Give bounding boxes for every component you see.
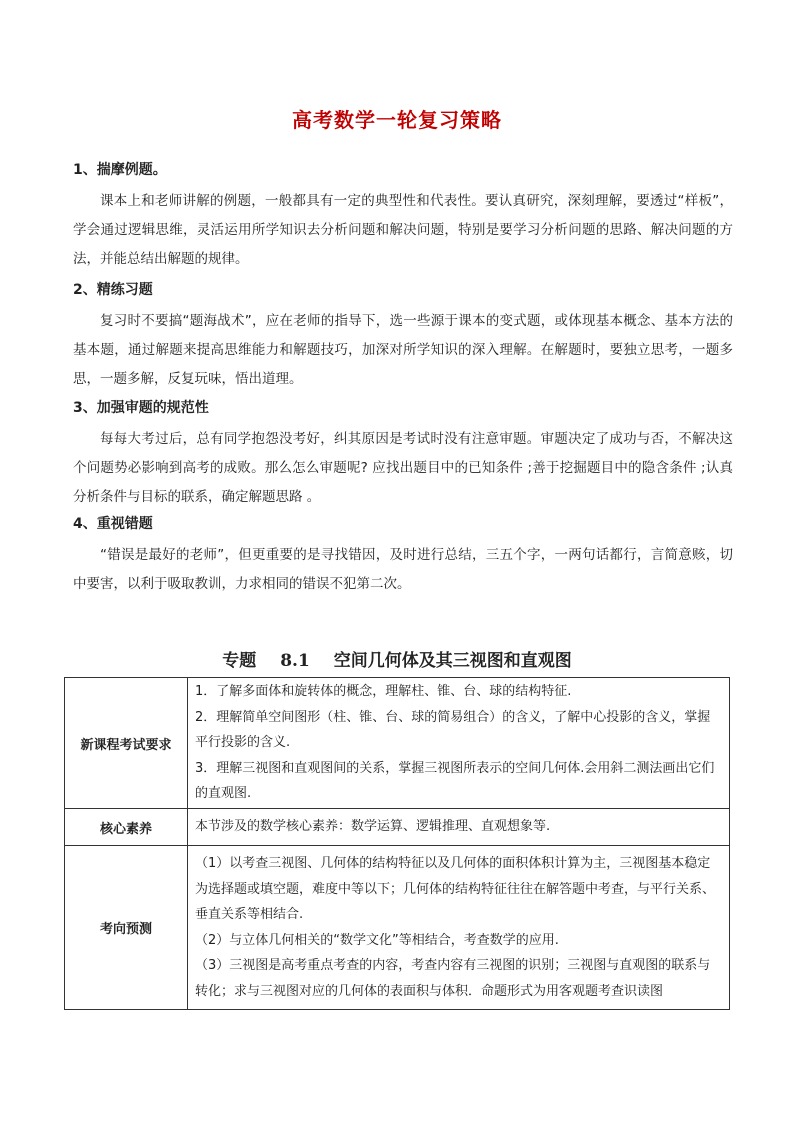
list-item: 1．了解多面体和旋转体的概念，理解柱、锥、台、球的结构特征. [195, 684, 572, 700]
section-3 [73, 398, 733, 512]
list-item: 3．理解三视图和直观图间的关系，掌握三视图所表示的空间几何体.会用斜二测法画出它们的直观图. [195, 760, 715, 802]
table-row [65, 846, 730, 1010]
page-title: 高考数学一轮复习策略 [292, 108, 502, 132]
list-item: （3）三视图是高考重点考查的内容，考查内容有三视图的识别；三视图与直观图的联系与转化；求与三视图对应的几何体的表面积与体积．命题形式为用客观题考查识读图 [195, 958, 711, 999]
row-label: 核心素养 [65, 809, 188, 846]
list-item: （1）以考查三视图、几何体的结构特征以及几何体的面积体积计算为主，三视图基本稳定为选择题或填空题，难度中等以下；几何体的结构特征往往在解答题中考查，与平行关系、垂直关系等相结合. [195, 856, 716, 922]
table-row [65, 809, 730, 846]
row-content [188, 678, 730, 809]
section-heading: 1、揣摩例题。 [73, 162, 167, 178]
list-item: 本节涉及的数学核心素养：数学运算、逻辑推理、直观想象等. [195, 819, 551, 835]
section-4 [73, 514, 733, 599]
section-body: 每每大考过后，总有同学抱怨没考好，纠其原因是考试时没有注意审题。审题决定了成功与否，不解决这个问题势必影响到高考的成败。那么怎么审题呢? 应找出题目中的已知条件 ;善于挖掘题目中的隐含条件 ;认真分析条件与目标的联系，确定解题思路 。 [73, 431, 733, 505]
row-label: 考向预测 [65, 846, 188, 1010]
section-body: 复习时不要搞“题海战术”，应在老师的指导下，选一些源于课本的变式题，或体现基本概念、基本方法的基本题，通过解题来提高思维能力和解题技巧，加深对所学知识的深入理解。在解题时，要独立思考，一题多思，一题多解，反复玩味，悟出道理。 [73, 313, 733, 387]
section-heading: 4、重视错题 [73, 516, 153, 532]
section-heading: 2、精练习题 [73, 282, 153, 298]
topic-title: 专题 8.1 空间几何体及其三视图和直观图 [222, 651, 572, 671]
list-item: （2）与立体几何相关的“数学文化”等相结合，考查数学的应用. [195, 932, 559, 948]
section-heading: 3、加强审题的规范性 [73, 400, 209, 416]
row-content [188, 809, 730, 846]
section-1 [73, 160, 733, 274]
requirements-table [64, 677, 730, 1010]
row-content [188, 846, 730, 1010]
list-item: 2．理解简单空间图形（柱、锥、台、球的简易组合）的含义，了解中心投影的含义，掌握平行投影的含义. [195, 709, 711, 751]
section-body: 课本上和老师讲解的例题，一般都具有一定的典型性和代表性。要认真研究，深刻理解，要透过“样板”，学会通过逻辑思维，灵活运用所学知识去分析问题和解决问题，特别是要学习分析问题的思路、解决问题的方法，并能总结出解题的规律。 [73, 193, 733, 267]
section-body: “错误是最好的老师”，但更重要的是寻找错因，及时进行总结，三五个字，一两句话都行，言简意赅，切中要害，以利于吸取教训，力求相同的错误不犯第二次。 [73, 547, 733, 592]
row-label: 新课程考试要求 [65, 678, 188, 809]
section-2 [73, 280, 733, 394]
table-row [65, 678, 730, 809]
